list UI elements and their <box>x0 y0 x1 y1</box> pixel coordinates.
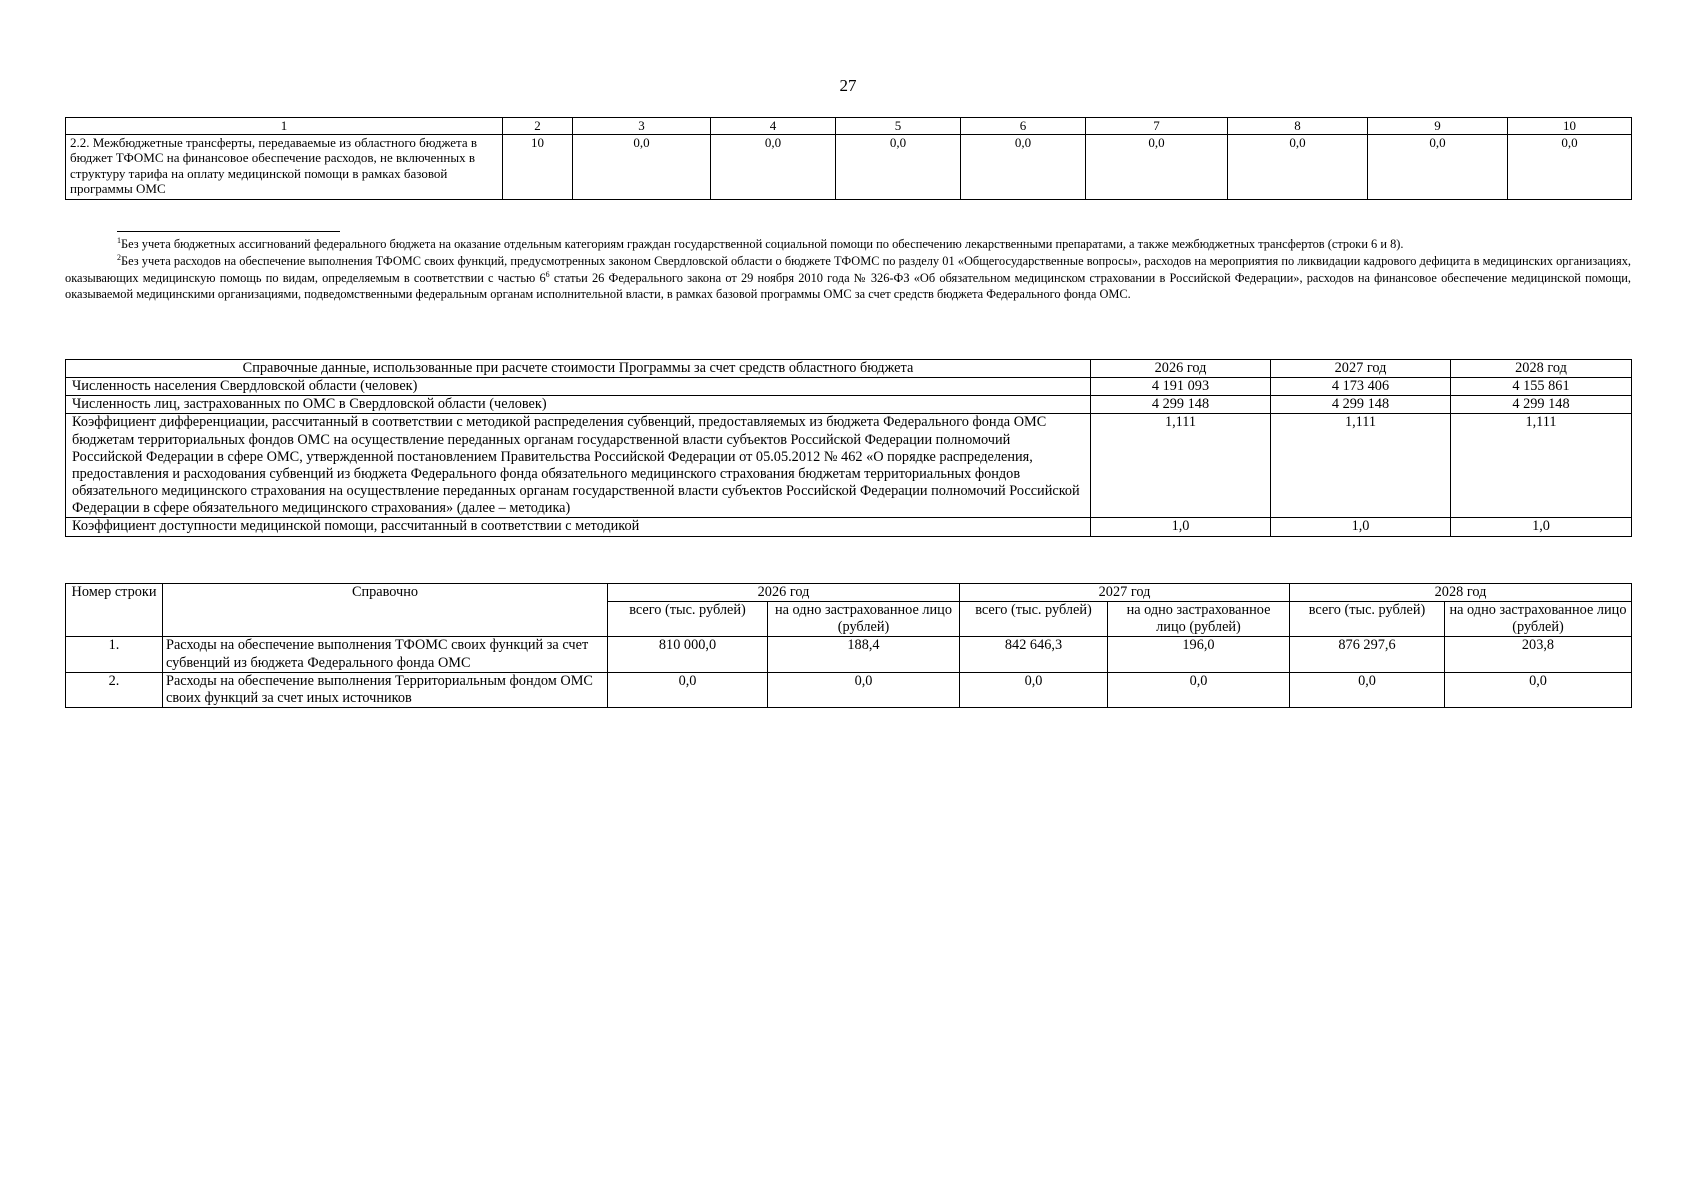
table-row <box>66 378 1632 396</box>
column-number: 7 <box>1086 118 1228 135</box>
row-label: 2.2. Межбюджетные трансферты, передаваемые из областного бюджета в бюджет ТФОМС на финансовое обеспечение расходов, не включенных в структуру тарифа на оплату медицинской помощи в рамках базовой программы ОМС <box>66 134 503 199</box>
table-row <box>66 637 1632 672</box>
footnote-text: статьи 26 Федерального закона от 29 ноября 2010 года № 326-ФЗ «Об обязательном медицинском страховании в Российской Федерации», расходов на финансовое обеспечение медицинской помощи, оказываемой медицинскими организациями, подведомственными федеральным органам исполнительной власти, в рамках базовой программы ОМС за счет средств бюджета Федерального фонда ОМС. <box>65 271 1631 301</box>
value-cell: 1,111 <box>1271 414 1451 518</box>
footnote-divider <box>117 231 340 232</box>
row-label: Расходы на обеспечение выполнения Территориальным фондом ОМС своих функций за счет иных источников <box>163 672 608 707</box>
column-number: 9 <box>1368 118 1508 135</box>
header-year: 2027 год <box>1271 360 1451 378</box>
header-total: всего (тыс. рублей) <box>1290 602 1445 637</box>
row-label: Расходы на обеспечение выполнения ТФОМС своих функций за счет субвенций из бюджета Федерального фонда ОМС <box>163 637 608 672</box>
header-reference: Справочно <box>163 584 608 637</box>
footnote-1 <box>65 236 1631 253</box>
footnote-text: Без учета расходов на обеспечение выполнения ТФОМС своих функций, предусмотренных законом Свердловской области о бюджете ТФОМС по разделу 01 «Общегосударственные вопросы», расходов на мероприятия по ликвидации кадрового дефицита в медицинских организациях, оказывающих медицинскую помощь по видам, определяемым в соответствии с частью 6 <box>65 254 1631 286</box>
column-number: 4 <box>711 118 836 135</box>
column-number: 8 <box>1228 118 1368 135</box>
value-cell: 188,4 <box>768 637 960 672</box>
column-number: 5 <box>836 118 961 135</box>
value-cell: 842 646,3 <box>960 637 1108 672</box>
value-cell: 0,0 <box>836 134 961 199</box>
table-header-row <box>66 584 1632 602</box>
table-header-row <box>66 360 1632 378</box>
value-cell: 1,111 <box>1091 414 1271 518</box>
tfoms-functions-table <box>65 583 1632 708</box>
header-year: 2026 год <box>1091 360 1271 378</box>
value-cell: 0,0 <box>1086 134 1228 199</box>
footnotes <box>65 236 1631 303</box>
value-cell: 0,0 <box>960 672 1108 707</box>
value-cell: 0,0 <box>1445 672 1632 707</box>
value-cell: 876 297,6 <box>1290 637 1445 672</box>
table-row <box>66 414 1632 518</box>
value-cell: 0,0 <box>573 134 711 199</box>
value-cell: 4 173 406 <box>1271 378 1451 396</box>
column-number: 6 <box>961 118 1086 135</box>
value-cell: 0,0 <box>1228 134 1368 199</box>
expenses-table <box>65 117 1632 200</box>
header-per-person: на одно застрахованное лицо (рублей) <box>768 602 960 637</box>
line-number: 10 <box>503 134 573 199</box>
value-cell: 4 299 148 <box>1451 396 1632 414</box>
column-number: 2 <box>503 118 573 135</box>
header-label: Справочные данные, использованные при расчете стоимости Программы за счет средств областного бюджета <box>66 360 1091 378</box>
page-number: 27 <box>839 76 857 95</box>
row-number: 2. <box>66 672 163 707</box>
value-cell: 0,0 <box>608 672 768 707</box>
value-cell: 1,0 <box>1091 518 1271 536</box>
table-row <box>66 396 1632 414</box>
row-label: Коэффициент дифференциации, рассчитанный в соответствии с методикой распределения субвенций, предоставляемых из бюджета Федерального фонда ОМС бюджетам территориальных фондов ОМС на осуществление переданных органам государственной власти субъектов Российской Федерации полномочий Российской Федерации в сфере ОМС, утвержденной постановлением Правительства Российской Федерации от 05.05.2012 № 462 «О порядке распределения, предоставления и расходования субвенций из бюджета Федерального фонда обязательного медицинского страхования бюджетам территориальных фондов обязательного медицинского страхования на осуществление переданных органам государственной власти субъектов Российской Федерации полномочий Российской Федерации в сфере обязательного медицинского страхования» (далее – методика) <box>66 414 1091 518</box>
header-year: 2028 год <box>1451 360 1632 378</box>
footnote-mark: 2 <box>117 253 121 262</box>
value-cell: 4 299 148 <box>1271 396 1451 414</box>
value-cell: 0,0 <box>711 134 836 199</box>
value-cell: 203,8 <box>1445 637 1632 672</box>
column-number: 10 <box>1508 118 1632 135</box>
header-per-person: на одно застрахованное лицо (рублей) <box>1108 602 1290 637</box>
value-cell: 0,0 <box>1108 672 1290 707</box>
column-number: 1 <box>66 118 503 135</box>
header-total: всего (тыс. рублей) <box>608 602 768 637</box>
superscript: 6 <box>545 270 550 279</box>
footnote-2 <box>65 253 1631 303</box>
value-cell: 1,0 <box>1271 518 1451 536</box>
footnote-mark: 1 <box>117 236 121 245</box>
value-cell: 0,0 <box>1290 672 1445 707</box>
value-cell: 0,0 <box>961 134 1086 199</box>
table-header-row <box>66 118 1632 135</box>
header-per-person: на одно застрахованное лицо (рублей) <box>1445 602 1632 637</box>
row-number: 1. <box>66 637 163 672</box>
value-cell: 0,0 <box>768 672 960 707</box>
value-cell: 0,0 <box>1508 134 1632 199</box>
reference-data-table <box>65 359 1632 537</box>
header-year: 2028 год <box>1290 584 1632 602</box>
header-year: 2026 год <box>608 584 960 602</box>
value-cell: 4 191 093 <box>1091 378 1271 396</box>
value-cell: 196,0 <box>1108 637 1290 672</box>
value-cell: 1,0 <box>1451 518 1632 536</box>
header-year: 2027 год <box>960 584 1290 602</box>
value-cell: 4 155 861 <box>1451 378 1632 396</box>
table-row <box>66 518 1632 536</box>
value-cell: 1,111 <box>1451 414 1632 518</box>
column-number: 3 <box>573 118 711 135</box>
header-total: всего (тыс. рублей) <box>960 602 1108 637</box>
table-row <box>66 134 1632 199</box>
value-cell: 810 000,0 <box>608 637 768 672</box>
row-label: Численность лиц, застрахованных по ОМС в Свердловской области (человек) <box>66 396 1091 414</box>
value-cell: 0,0 <box>1368 134 1508 199</box>
value-cell: 4 299 148 <box>1091 396 1271 414</box>
footnote-text: Без учета бюджетных ассигнований федерального бюджета на оказание отдельным категориям граждан государственной социальной помощи по обеспечению лекарственными препаратами, а также межбюджетных трансфертов (строки 6 и 8). <box>121 237 1404 252</box>
table-row <box>66 672 1632 707</box>
row-label: Коэффициент доступности медицинской помощи, рассчитанный в соответствии с методикой <box>66 518 1091 536</box>
header-row-number: Номер строки <box>66 584 163 637</box>
row-label: Численность населения Свердловской области (человек) <box>66 378 1091 396</box>
